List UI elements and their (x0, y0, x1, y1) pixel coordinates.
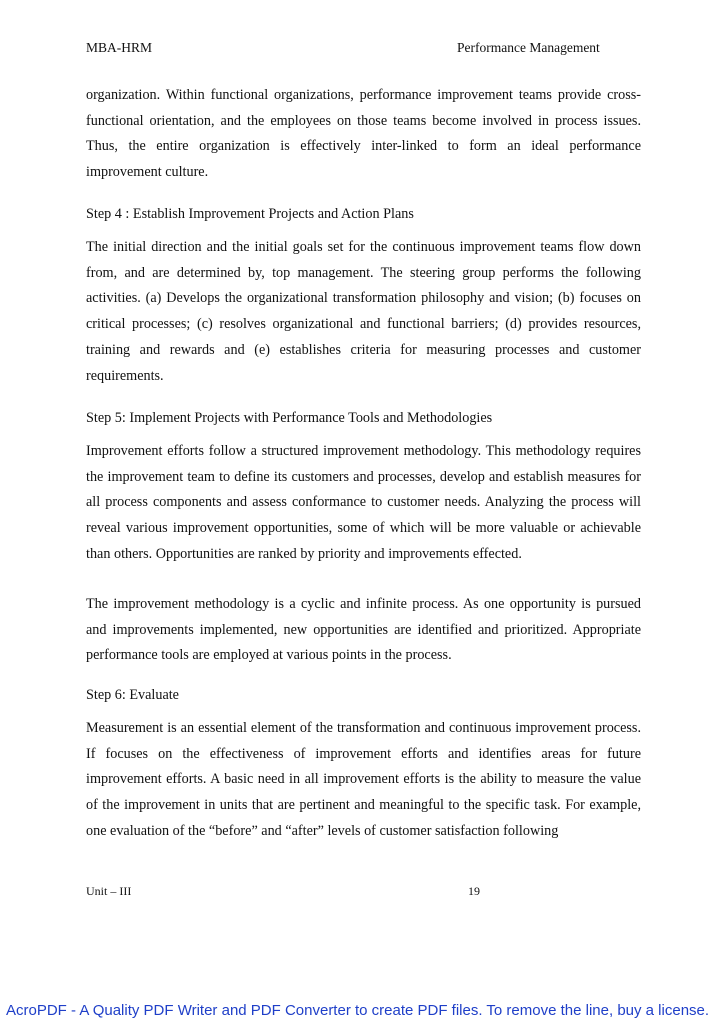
page-number: 19 (468, 884, 480, 898)
acropdf-watermark: AcroPDF - A Quality PDF Writer and PDF Converter to create PDF files. To remove the line, buy a license. (6, 1002, 710, 1019)
step-5-heading: Step 5: Implement Projects with Performance Tools and Methodologies (86, 410, 493, 426)
footer-unit: Unit – III (86, 884, 132, 898)
running-header-course: MBA-HRM (86, 40, 153, 55)
step-6-heading: Step 6: Evaluate (86, 687, 179, 703)
paragraph-culture: organization. Within functional organizations, performance improvement teams provide cross-functional orientation, and the employees on those teams become involved in process issues. Thus, the entire organization is effectively inter-linked to form an ideal performance improvement culture. (86, 87, 641, 181)
paragraph-step-5-cycle: The improvement methodology is a cyclic and infinite process. As one opportunity is pursued and improvements implemented, new opportunities are identified and prioritized. Appropriate performance tools are employed at various points in the process. (86, 596, 641, 664)
running-header-subject: Performance Management (457, 40, 600, 55)
step-4-heading: Step 4 : Establish Improvement Projects and Action Plans (86, 206, 414, 222)
paragraph-step-4: The initial direction and the initial goals set for the continuous improvement teams flow down from, and are determined by, top management. The steering group performs the following activities. (a) Develops the organizational transformation philosophy and vision; (b) focuses on critical processes; (c) resolves organizational and functional barriers; (d) provides resources, training and rewards and (e) establishes criteria for measuring processes and customer requirements. (86, 239, 641, 384)
paragraph-step-6: Measurement is an essential element of the transformation and continuous improvement process. If focuses on the effectiveness of improvement efforts and identifies areas for future improvement efforts. A basic need in all improvement efforts is the ability to measure the value of the improvement in units that are pertinent and meaningful to the specific task. For example, one evaluation of the “before” and “after” levels of customer satisfaction following (86, 720, 641, 839)
paragraph-step-5-methodology: Improvement efforts follow a structured improvement methodology. This methodology requires the improvement team to define its customers and processes, develop and establish measures for all process components and assess conformance to customer needs. Analyzing the process will reveal various improvement opportunities, some of which will be more valuable or achievable than others. Opportunities are ranked by priority and improvements effected. (86, 443, 641, 562)
